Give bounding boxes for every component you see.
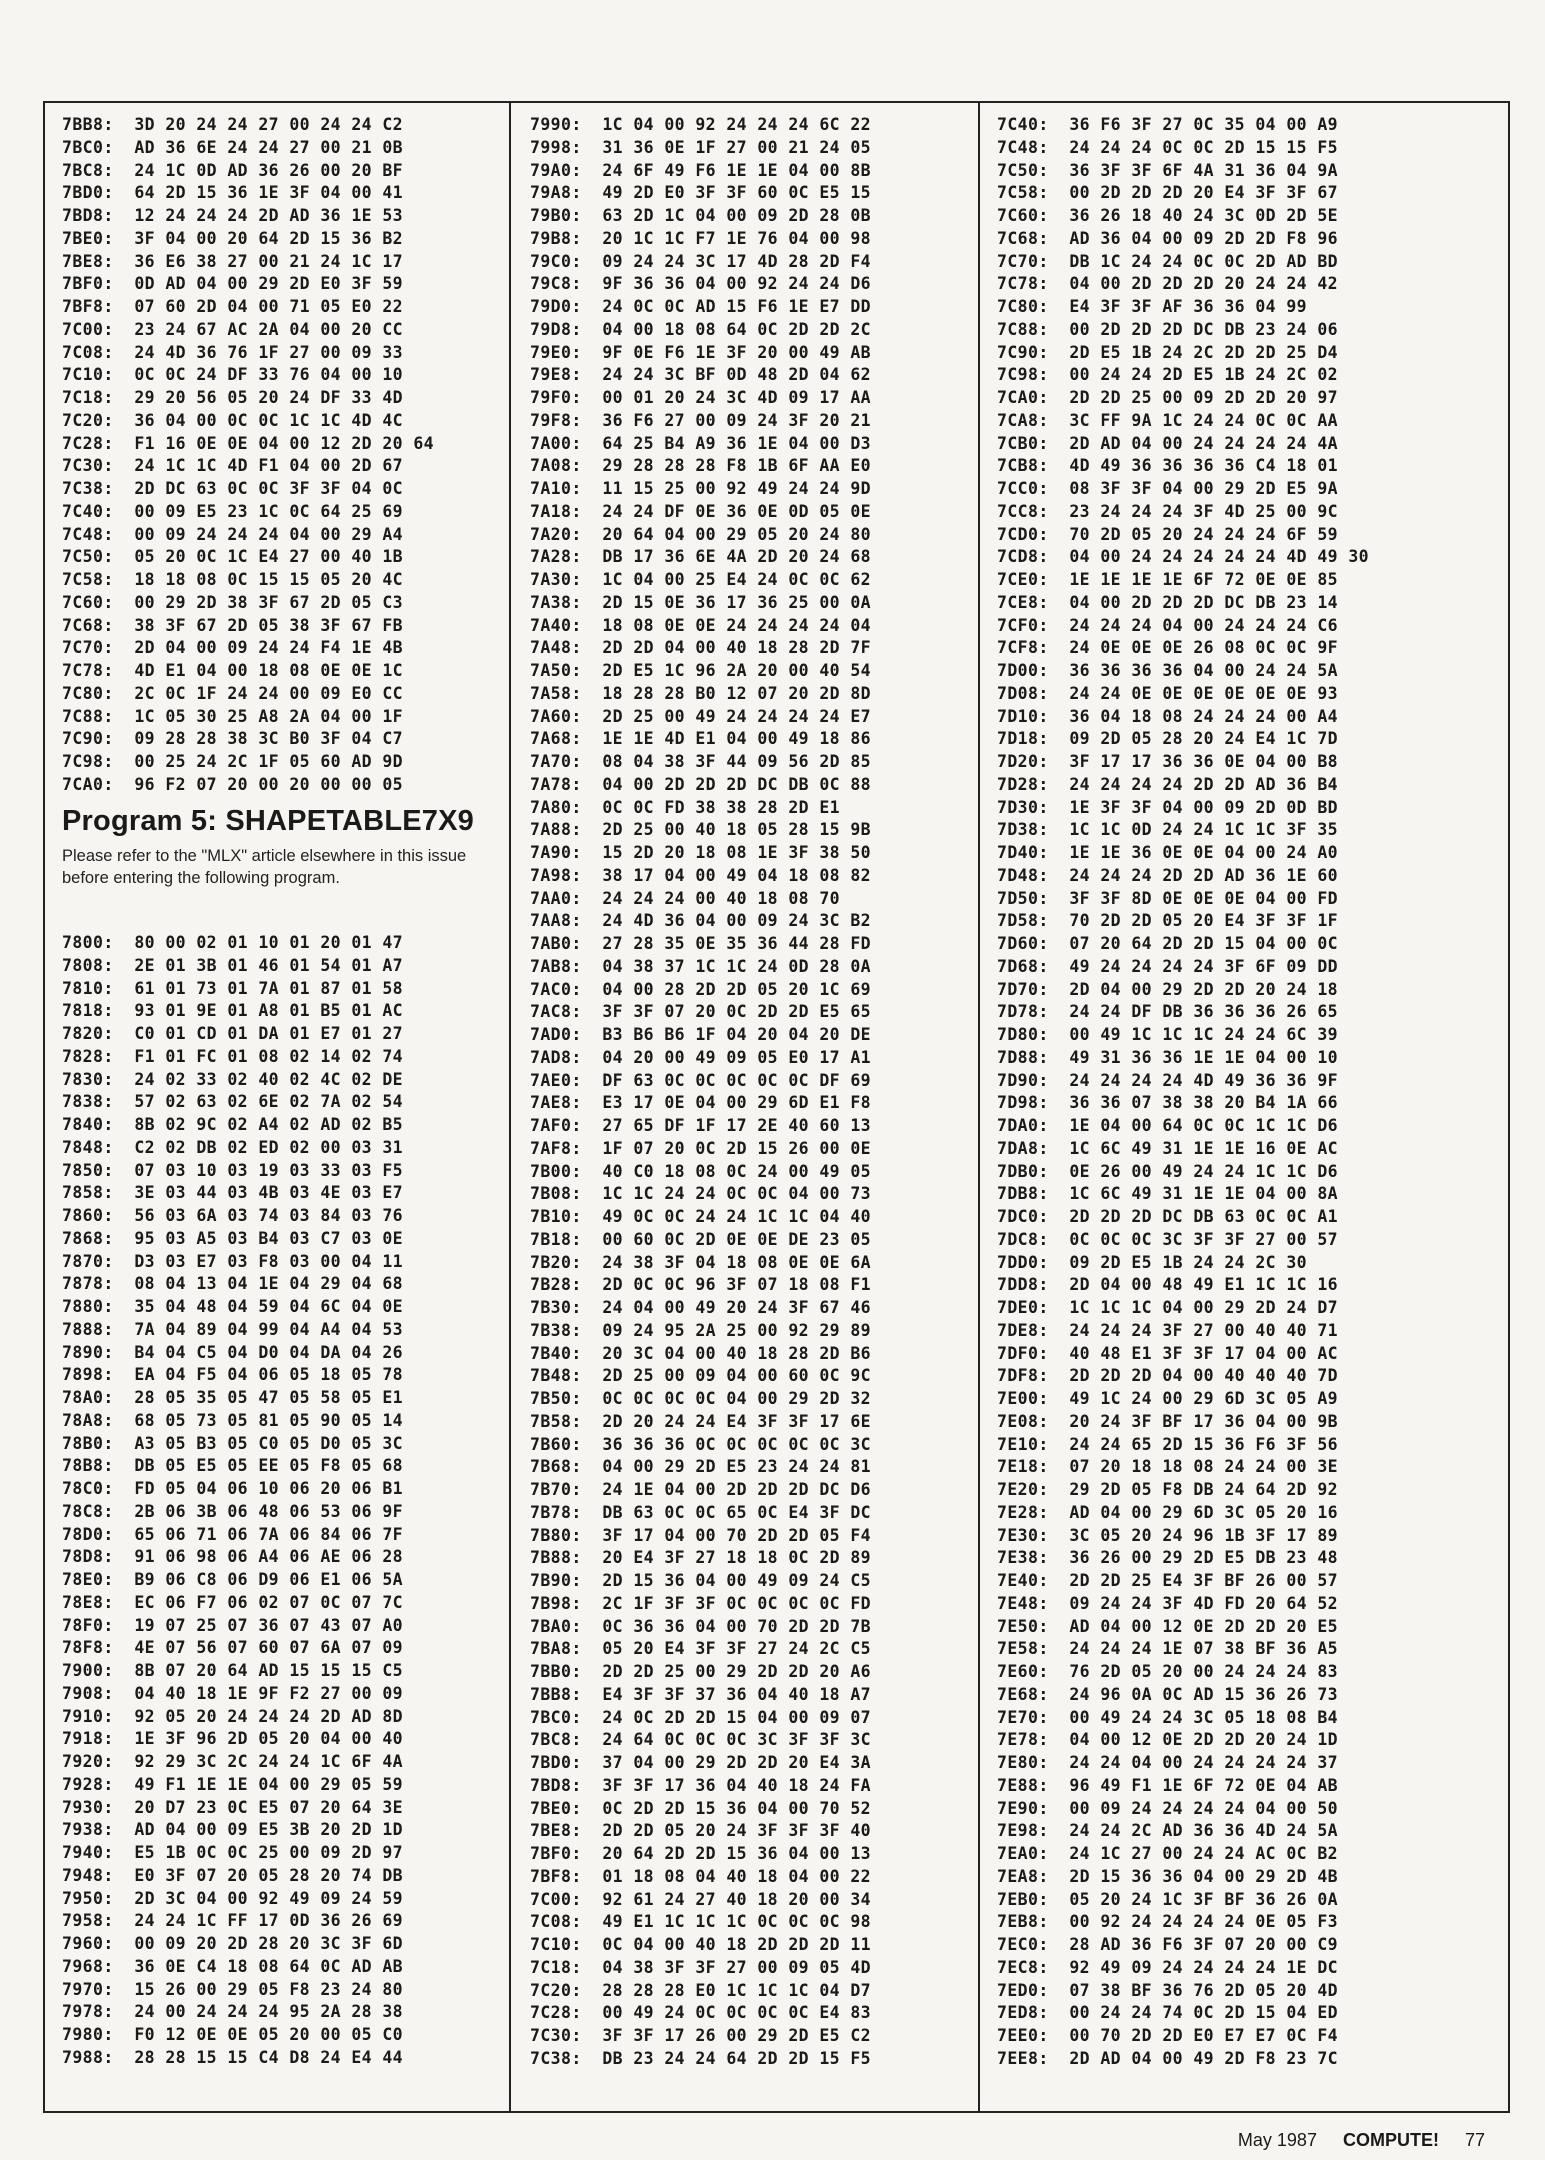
listing-line: 7E28: AD 04 00 29 6D 3C 05 20 16 [997,1502,1339,1522]
listing-line: 78A8: 68 05 73 05 81 05 90 05 14 [62,1410,404,1430]
listing-line: 7D48: 24 24 24 2D 2D AD 36 1E 60 [997,865,1339,885]
listing-line: 79F0: 00 01 20 24 3C 4D 09 17 AA [530,388,872,407]
listing-line: 78C0: FD 05 04 06 10 06 20 06 B1 [62,1479,404,1498]
listing-line: 7BE8: 36 E6 38 27 00 21 24 1C 17 [62,251,404,271]
listing-line: 7840: 8B 02 9C 02 A4 02 AD 02 B5 [62,1115,404,1134]
listing-line: 7E70: 00 49 24 24 3C 05 18 08 B4 [997,1707,1339,1727]
listing-line: 7E48: 09 24 24 3F 4D FD 20 64 52 [997,1593,1339,1613]
listing-line: 7C90: 2D E5 1B 24 2C 2D 2D 25 D4 [997,342,1339,362]
listing-line: 7C28: F1 16 0E 0E 04 00 12 2D 20 64 [62,433,435,453]
listing-line: 79E8: 24 24 3C BF 0D 48 2D 04 62 [530,365,872,385]
listing-line: 7C20: 28 28 28 E0 1C 1C 1C 04 D7 [530,1980,872,2000]
listing-line: 7BD8: 12 24 24 24 2D AD 36 1E 53 [62,206,404,225]
listing-line: 7CD0: 70 2D 05 20 24 24 24 6F 59 [997,524,1339,544]
listing-line: 7D40: 1E 1E 36 0E 0E 04 00 24 A0 [997,843,1339,862]
listing-line: 7D98: 36 36 07 38 38 20 B4 1A 66 [997,1093,1339,1113]
listing-line: 7CC8: 23 24 24 24 3F 4D 25 00 9C [997,501,1339,521]
listing-line: 7808: 2E 01 3B 01 46 01 54 01 A7 [62,955,404,975]
listing-line: 79C0: 09 24 24 3C 17 4D 28 2D F4 [530,251,872,271]
listing-line: 7E78: 04 00 12 0E 2D 2D 20 24 1D [997,1730,1339,1750]
listing-line: 7C90: 09 28 28 38 3C B0 3F 04 C7 [62,729,404,749]
listing-line: 7CF8: 24 0E 0E 0E 26 08 0C 0C 9F [997,638,1339,658]
listing-line: 7A68: 1E 1E 4D E1 04 00 49 18 86 [530,729,872,749]
listing-line: 7CA8: 3C FF 9A 1C 24 24 0C 0C AA [997,410,1339,430]
listing-line: 7968: 36 0E C4 18 08 64 0C AD AB [62,1956,404,1976]
listing-line: 7E08: 20 24 3F BF 17 36 04 00 9B [997,1411,1339,1431]
page-footer [1238,2130,1485,2151]
listing-line: 7A10: 11 15 25 00 92 49 24 24 9D [530,479,872,498]
listing-line: 7B60: 36 36 36 0C 0C 0C 0C 0C 3C [530,1434,872,1454]
listing-line: 7E98: 24 24 2C AD 36 36 4D 24 5A [997,1821,1339,1841]
listing-line: 7DD0: 09 2D E5 1B 24 24 2C 30 [997,1252,1308,1272]
listing-line: 7DE8: 24 24 24 3F 27 00 40 40 71 [997,1320,1339,1340]
listing-line: 7D50: 3F 3F 8D 0E 0E 0E 04 00 FD [997,888,1339,908]
listing-line: 7BB8: E4 3F 3F 37 36 04 40 18 A7 [530,1684,872,1704]
listing-line: 7D38: 1C 1C 0D 24 24 1C 1C 3F 35 [997,820,1339,840]
listing-line: 7ED8: 00 24 24 74 0C 2D 15 04 ED [997,2003,1339,2023]
listing-line: 7D80: 00 49 1C 1C 1C 24 24 6C 39 [997,1025,1339,1044]
listing-line: 7C78: 4D E1 04 00 18 08 0E 0E 1C [62,661,404,680]
listing-line: 7950: 2D 3C 04 00 92 49 09 24 59 [62,1888,404,1908]
listing-line: 7BF8: 01 18 08 04 40 18 04 00 22 [530,1866,872,1886]
listing-line: 7828: F1 01 FC 01 08 02 14 02 74 [62,1046,404,1066]
listing-line: 7B98: 2C 1F 3F 3F 0C 0C 0C 0C FD [530,1593,872,1613]
listing-line: 79A8: 49 2D E0 3F 3F 60 0C E5 15 [530,183,872,203]
listing-line: 7868: 95 03 A5 03 B4 03 C7 03 0E [62,1228,404,1248]
listing-line: 7AD8: 04 20 00 49 09 05 E0 17 A1 [530,1047,872,1067]
listing-line: 7BD0: 64 2D 15 36 1E 3F 04 00 41 [62,183,404,203]
listing-line: 7C80: 2C 0C 1F 24 24 00 09 E0 CC [62,683,404,703]
listing-line: 7BA8: 05 20 E4 3F 3F 27 24 2C C5 [530,1639,872,1659]
listing-line: 7AF8: 1F 07 20 0C 2D 15 26 00 0E [530,1138,872,1158]
listing-line: 7B48: 2D 25 00 09 04 00 60 0C 9C [530,1366,872,1386]
listing-line: 7AB0: 27 28 35 0E 35 36 44 28 FD [530,934,872,953]
listing-line: 7E60: 76 2D 05 20 00 24 24 24 83 [997,1662,1339,1681]
listing-line: 7BC8: 24 1C 0D AD 36 26 00 20 BF [62,160,404,180]
listing-line: 7D08: 24 24 0E 0E 0E 0E 0E 0E 93 [997,683,1339,703]
listing-line: 7EB8: 00 92 24 24 24 24 0E 05 F3 [997,1912,1339,1932]
listing-column-2 [530,114,871,2071]
listing-line: 7970: 15 26 00 29 05 F8 23 24 80 [62,1979,404,1999]
listing-line: 7C98: 00 24 24 2D E5 1B 24 2C 02 [997,365,1339,385]
listing-line: 7B40: 20 3C 04 00 40 18 28 2D B6 [530,1343,872,1363]
listing-line: 7CF0: 24 24 24 04 00 24 24 24 C6 [997,615,1339,635]
listing-line: 7D28: 24 24 24 24 2D 2D AD 36 B4 [997,774,1339,794]
listing-line: 7BD0: 37 04 00 29 2D 2D 20 E4 3A [530,1753,872,1772]
listing-line: 7A60: 2D 25 00 49 24 24 24 24 E7 [530,706,872,726]
listing-line: 7AD0: B3 B6 B6 1F 04 20 04 20 DE [530,1025,872,1044]
listing-line: 79A0: 24 6F 49 F6 1E 1E 04 00 8B [530,160,872,180]
program-title: Program 5: SHAPETABLE7X9 [62,805,474,837]
listing-line: 7810: 61 01 73 01 7A 01 87 01 58 [62,978,404,998]
listing-line: 7CD8: 04 00 24 24 24 24 24 4D 49 30 [997,547,1370,567]
listing-line: 7C48: 00 09 24 24 24 04 00 29 A4 [62,524,404,544]
listing-line: 7908: 04 40 18 1E 9F F2 27 00 09 [62,1683,404,1703]
listing-line: 78C8: 2B 06 3B 06 48 06 53 06 9F [62,1501,404,1521]
listing-line: 7BC8: 24 64 0C 0C 0C 3C 3F 3F 3C [530,1730,872,1750]
listing-line: 7C30: 24 1C 1C 4D F1 04 00 2D 67 [62,456,404,476]
listing-line: 7C00: 23 24 67 AC 2A 04 00 20 CC [62,319,404,339]
listing-line: 7940: E5 1B 0C 0C 25 00 09 2D 97 [62,1843,404,1862]
listing-line: 7838: 57 02 63 02 6E 02 7A 02 54 [62,1092,404,1112]
listing-line: 7820: C0 01 CD 01 DA 01 E7 01 27 [62,1024,404,1043]
listing-line: 7D00: 36 36 36 36 04 00 24 24 5A [997,661,1339,680]
listing-line: 7C18: 04 38 3F 3F 27 00 09 05 4D [530,1957,872,1977]
listing-line: 7C10: 0C 04 00 40 18 2D 2D 2D 11 [530,1935,872,1954]
listing-line: 7E10: 24 24 65 2D 15 36 F6 3F 56 [997,1434,1339,1454]
listing-line: 7EC8: 92 49 09 24 24 24 24 1E DC [997,1957,1339,1977]
listing-line: 7C10: 0C 0C 24 DF 33 76 04 00 10 [62,365,404,385]
listing-line: 7DB8: 1C 6C 49 31 1E 1E 04 00 8A [997,1184,1339,1204]
listing-line: 79B8: 20 1C 1C F7 1E 76 04 00 98 [530,228,872,248]
listing-line: 7EE8: 2D AD 04 00 49 2D F8 23 7C [997,2048,1339,2068]
listing-line: 7AC0: 04 00 28 2D 2D 05 20 1C 69 [530,979,872,999]
listing-line: 7A18: 24 24 DF 0E 36 0E 0D 05 0E [530,501,872,521]
listing-line: 7C08: 49 E1 1C 1C 1C 0C 0C 0C 98 [530,1912,872,1932]
listing-line: 7B78: DB 63 0C 0C 65 0C E4 3F DC [530,1502,872,1522]
listing-line: 7AC8: 3F 3F 07 20 0C 2D 2D E5 65 [530,1002,872,1022]
listing-line: 7D10: 36 04 18 08 24 24 24 00 A4 [997,706,1339,726]
listing-line: 7818: 93 01 9E 01 A8 01 B5 01 AC [62,1001,404,1021]
listing-line: 7C80: E4 3F 3F AF 36 36 04 99 [997,297,1308,316]
listing-line: 7850: 07 03 10 03 19 03 33 03 F5 [62,1160,404,1180]
listing-line: 7C70: DB 1C 24 24 0C 0C 2D AD BD [997,251,1339,271]
listing-line: 7A98: 38 17 04 00 49 04 18 08 82 [530,865,872,885]
listing-line: 7890: B4 04 C5 04 D0 04 DA 04 26 [62,1342,404,1362]
listing-line: 7BF8: 07 60 2D 04 00 71 05 E0 22 [62,297,404,316]
listing-line: 7938: AD 04 00 09 E5 3B 20 2D 1D [62,1820,404,1840]
listing-line: 7848: C2 02 DB 02 ED 02 00 03 31 [62,1137,404,1157]
listing-line: 7AF0: 27 65 DF 1F 17 2E 40 60 13 [530,1116,872,1135]
listing-line: 7880: 35 04 48 04 59 04 6C 04 0E [62,1297,404,1316]
listing-line: 7D70: 2D 04 00 29 2D 2D 20 24 18 [997,979,1339,999]
listing-line: 7C50: 05 20 0C 1C E4 27 00 40 1B [62,547,404,567]
listing-line: 7B20: 24 38 3F 04 18 08 0E 0E 6A [530,1252,872,1272]
listing-line: 7DD8: 2D 04 00 48 49 E1 1C 1C 16 [997,1275,1339,1295]
listing-line: 79D0: 24 0C 0C AD 15 F6 1E E7 DD [530,297,872,316]
listing-line: 78A0: 28 05 35 05 47 05 58 05 E1 [62,1388,404,1407]
listing-line: 7D18: 09 2D 05 28 20 24 E4 1C 7D [997,729,1339,749]
listing-line: 7D78: 24 24 DF DB 36 36 36 26 65 [997,1002,1339,1022]
listing-line: 7E90: 00 09 24 24 24 24 04 00 50 [997,1798,1339,1818]
listing-line: 7928: 49 F1 1E 1E 04 00 29 05 59 [62,1774,404,1794]
listing-line: 7C58: 00 2D 2D 2D 20 E4 3F 3F 67 [997,183,1339,203]
listing-line: 7DF0: 40 48 E1 3F 3F 17 04 00 AC [997,1343,1339,1363]
listing-line: 78E8: EC 06 F7 06 02 07 0C 07 7C [62,1592,404,1612]
listing-line: 7A20: 20 64 04 00 29 05 20 24 80 [530,524,872,544]
listing-line: 7B88: 20 E4 3F 27 18 18 0C 2D 89 [530,1548,872,1568]
listing-line: 7BC0: AD 36 6E 24 24 27 00 21 0B [62,137,404,157]
listing-line: 7AB8: 04 38 37 1C 1C 24 0D 28 0A [530,956,872,976]
column-divider [509,101,511,2113]
listing-line: 7C00: 92 61 24 27 40 18 20 00 34 [530,1889,872,1909]
listing-line: 7EA8: 2D 15 36 36 04 00 29 2D 4B [997,1866,1339,1886]
listing-line: 7EC0: 28 AD 36 F6 3F 07 20 00 C9 [997,1935,1339,1954]
listing-line: 7C50: 36 3F 3F 6F 4A 31 36 04 9A [997,160,1339,180]
listing-line: 78E0: B9 06 C8 06 D9 06 E1 06 5A [62,1570,404,1589]
listing-line: 7B30: 24 04 00 49 20 24 3F 67 46 [530,1298,872,1317]
listing-line: 7C30: 3F 3F 17 26 00 29 2D E5 C2 [530,2026,872,2045]
listing-line: 7A50: 2D E5 1C 96 2A 20 00 40 54 [530,661,872,680]
listing-line: 7EB0: 05 20 24 1C 3F BF 36 26 0A [997,1889,1339,1909]
listing-line: 7B18: 00 60 0C 2D 0E 0E DE 23 05 [530,1229,872,1249]
listing-line: 7C88: 1C 05 30 25 A8 2A 04 00 1F [62,706,404,726]
listing-line: 7D20: 3F 17 17 36 36 0E 04 00 B8 [997,752,1339,771]
listing-line: 7BE0: 0C 2D 2D 15 36 04 00 70 52 [530,1798,872,1818]
listing-line: 7CE8: 04 00 2D 2D 2D DC DB 23 14 [997,592,1339,612]
listing-line: 7AE8: E3 17 0E 04 00 29 6D E1 F8 [530,1093,872,1113]
listing-line: 7A80: 0C 0C FD 38 38 28 2D E1 [530,797,841,817]
listing-line: 7B90: 2D 15 36 04 00 49 09 24 C5 [530,1571,872,1590]
listing-line: 7D30: 1E 3F 3F 04 00 09 2D 0D BD [997,797,1339,817]
listing-line: 7A70: 08 04 38 3F 44 09 56 2D 85 [530,752,872,771]
listing-line: 7CA0: 2D 2D 25 00 09 2D 2D 20 97 [997,388,1339,407]
listing-line: 7B70: 24 1E 04 00 2D 2D 2D DC D6 [530,1480,872,1499]
listing-line: 7B80: 3F 17 04 00 70 2D 2D 05 F4 [530,1525,872,1545]
listing-line: 7B28: 2D 0C 0C 96 3F 07 18 08 F1 [530,1275,872,1295]
listing-line: 7D58: 70 2D 2D 05 20 E4 3F 3F 1F [997,911,1339,931]
listing-line: 7C38: DB 23 24 24 64 2D 2D 15 F5 [530,2048,872,2068]
listing-line: 7948: E0 3F 07 20 05 28 20 74 DB [62,1865,404,1885]
listing-line: 7D88: 49 31 36 36 1E 1E 04 00 10 [997,1047,1339,1067]
listing-line: 7C08: 24 4D 36 76 1F 27 00 09 33 [62,342,404,362]
listing-line: 7B38: 09 24 95 2A 25 00 92 29 89 [530,1320,872,1340]
listing-line: 7C78: 04 00 2D 2D 2D 20 24 24 42 [997,274,1339,294]
listing-line: 7958: 24 24 1C FF 17 0D 36 26 69 [62,1911,404,1931]
footer-page-number: 77 [1464,2130,1485,2150]
listing-line: 7A38: 2D 15 0E 36 17 36 25 00 0A [530,592,872,612]
listing-line: 7A40: 18 08 0E 0E 24 24 24 24 04 [530,615,872,635]
listing-line: 7BE8: 2D 2D 05 20 24 3F 3F 3F 40 [530,1821,872,1841]
listing-line: 7858: 3E 03 44 03 4B 03 4E 03 E7 [62,1183,404,1203]
listing-column-1-top [62,114,434,797]
listing-line: 7870: D3 03 E7 03 F8 03 00 04 11 [62,1251,404,1271]
listing-line: 78F0: 19 07 25 07 36 07 43 07 A0 [62,1615,404,1635]
listing-line: 7C68: 38 3F 67 2D 05 38 3F 67 FB [62,615,404,635]
listing-line: 7D68: 49 24 24 24 24 3F 6F 09 DD [997,956,1339,976]
listing-line: 7ED0: 07 38 BF 36 76 2D 05 20 4D [997,1980,1339,2000]
listing-line: 7830: 24 02 33 02 40 02 4C 02 DE [62,1069,404,1089]
listing-line: 7B00: 40 C0 18 08 0C 24 00 49 05 [530,1161,872,1181]
footer-magazine: COMPUTE! [1342,2130,1439,2150]
listing-line: 7C88: 00 2D 2D 2D DC DB 23 24 06 [997,319,1339,339]
listing-line: 7BA0: 0C 36 36 04 00 70 2D 2D 7B [530,1616,872,1636]
listing-line: 7CB8: 4D 49 36 36 36 36 C4 18 01 [997,456,1339,476]
listing-line: 7A08: 29 28 28 28 F8 1B 6F AA E0 [530,456,872,476]
listing-line: 7960: 00 09 20 2D 28 20 3C 3F 6D [62,1934,404,1953]
listing-line: 7E80: 24 24 04 00 24 24 24 24 37 [997,1753,1339,1772]
listing-line: 7E58: 24 24 24 1E 07 38 BF 36 A5 [997,1639,1339,1659]
listing-line: 7C70: 2D 04 00 09 24 24 F4 1E 4B [62,638,404,658]
listing-line: 7E18: 07 20 18 18 08 24 24 00 3E [997,1457,1339,1477]
listing-line: 7A90: 15 2D 20 18 08 1E 3F 38 50 [530,843,872,862]
listing-line: 7C98: 00 25 24 2C 1F 05 60 AD 9D [62,752,404,771]
listing-line: 7DA0: 1E 04 00 64 0C 0C 1C 1C D6 [997,1116,1339,1135]
listing-line: 7AA0: 24 24 24 00 40 18 08 70 [530,888,841,908]
listing-line: 7D90: 24 24 24 24 4D 49 36 36 9F [997,1070,1339,1090]
listing-line: 7B50: 0C 0C 0C 0C 04 00 29 2D 32 [530,1389,872,1408]
listing-line: 7E20: 29 2D 05 F8 DB 24 64 2D 92 [997,1480,1339,1499]
listing-line: 78B8: DB 05 E5 05 EE 05 F8 05 68 [62,1456,404,1476]
listing-line: 7D60: 07 20 64 2D 2D 15 04 00 0C [997,934,1339,953]
listing-line: 7A88: 2D 25 00 40 18 05 28 15 9B [530,820,872,840]
listing-line: 7C28: 00 49 24 0C 0C 0C 0C E4 83 [530,2003,872,2023]
listing-line: 7E88: 96 49 F1 1E 6F 72 0E 04 AB [997,1775,1339,1795]
listing-line: 7B08: 1C 1C 24 24 0C 0C 04 00 73 [530,1184,872,1204]
listing-line: 79B0: 63 2D 1C 04 00 09 2D 28 0B [530,206,872,225]
listing-line: 7A00: 64 25 B4 A9 36 1E 04 00 D3 [530,433,872,453]
listing-line: 7BD8: 3F 3F 17 36 04 40 18 24 FA [530,1775,872,1795]
listing-line: 7800: 80 00 02 01 10 01 20 01 47 [62,933,404,952]
program-intro: Please refer to the "MLX" article elsewhere in this issue before entering the following program. [62,847,467,887]
listing-line: 7BF0: 0D AD 04 00 29 2D E0 3F 59 [62,274,404,294]
listing-line: 7CC0: 08 3F 3F 04 00 29 2D E5 9A [997,479,1339,498]
listing-line: 7B10: 49 0C 0C 24 24 1C 1C 04 40 [530,1207,872,1226]
listing-line: 7E38: 36 26 00 29 2D E5 DB 23 48 [997,1548,1339,1568]
listing-line: 7BB0: 2D 2D 25 00 29 2D 2D 20 A6 [530,1662,872,1681]
listing-line: 7DA8: 1C 6C 49 31 1E 1E 16 0E AC [997,1138,1339,1158]
listing-line: 7988: 28 28 15 15 C4 D8 24 E4 44 [62,2047,404,2067]
listing-line: 7C40: 00 09 E5 23 1C 0C 64 25 69 [62,501,404,521]
listing-line: 7DC0: 2D 2D 2D DC DB 63 0C 0C A1 [997,1207,1339,1226]
listing-line: 7898: EA 04 F5 04 06 05 18 05 78 [62,1365,404,1385]
listing-line: 78F8: 4E 07 56 07 60 07 6A 07 09 [62,1638,404,1658]
listing-line: 7E00: 49 1C 24 00 29 6D 3C 05 A9 [997,1389,1339,1408]
listing-line: 7920: 92 29 3C 2C 24 24 1C 6F 4A [62,1752,404,1771]
listing-line: 7A78: 04 00 2D 2D 2D DC DB 0C 88 [530,774,872,794]
listing-line: 7978: 24 00 24 24 24 95 2A 28 38 [62,2002,404,2022]
listing-line: 7EA0: 24 1C 27 00 24 24 AC 0C B2 [997,1844,1339,1863]
listing-line: 7A58: 18 28 28 B0 12 07 20 2D 8D [530,683,872,703]
listing-line: 7EE0: 00 70 2D 2D E0 E7 E7 0C F4 [997,2026,1339,2045]
listing-line: 7C68: AD 36 04 00 09 2D 2D F8 96 [997,228,1339,248]
listing-line: 7860: 56 03 6A 03 74 03 84 03 76 [62,1206,404,1225]
listing-line: 7930: 20 D7 23 0C E5 07 20 64 3E [62,1797,404,1817]
listing-line: 7E30: 3C 05 20 24 96 1B 3F 17 89 [997,1525,1339,1545]
listing-line: 7CA0: 96 F2 07 20 00 20 00 00 05 [62,774,404,794]
listing-line: 7998: 31 36 0E 1F 27 00 21 24 05 [530,137,872,157]
listing-line: 7CE0: 1E 1E 1E 1E 6F 72 0E 0E 85 [997,570,1339,589]
listing-line: 79D8: 04 00 18 08 64 0C 2D 2D 2C [530,319,872,339]
listing-line: 7DC8: 0C 0C 0C 3C 3F 3F 27 00 57 [997,1229,1339,1249]
listing-line: 79C8: 9F 36 36 04 00 92 24 24 D6 [530,274,872,294]
listing-line: 7AE0: DF 63 0C 0C 0C 0C 0C DF 69 [530,1070,872,1090]
listing-column-3 [997,114,1369,2071]
listing-line: 7AA8: 24 4D 36 04 00 09 24 3C B2 [530,911,872,931]
listing-line: 7C20: 36 04 00 0C 0C 1C 1C 4D 4C [62,410,404,430]
footer-date: May 1987 [1237,2130,1317,2150]
listing-line: 7DE0: 1C 1C 1C 04 00 29 2D 24 D7 [997,1298,1339,1317]
listing-line: 7A28: DB 17 36 6E 4A 2D 20 24 68 [530,547,872,567]
listing-line: 7C38: 2D DC 63 0C 0C 3F 3F 04 0C [62,479,404,498]
listing-line: 7BB8: 3D 20 24 24 27 00 24 24 C2 [62,115,404,134]
listing-line: 7990: 1C 04 00 92 24 24 24 6C 22 [530,115,872,134]
listing-line: 7C18: 29 20 56 05 20 24 DF 33 4D [62,388,404,407]
listing-line: 7918: 1E 3F 96 2D 05 20 04 00 40 [62,1729,404,1749]
listing-line: 79F8: 36 F6 27 00 09 24 3F 20 21 [530,410,872,430]
listing-line: 78B0: A3 05 B3 05 C0 05 D0 05 3C [62,1433,404,1453]
listing-line: 78D8: 91 06 98 06 A4 06 AE 06 28 [62,1547,404,1567]
listing-line: 7C58: 18 18 08 0C 15 15 05 20 4C [62,570,404,589]
listing-line: 7878: 08 04 13 04 1E 04 29 04 68 [62,1274,404,1294]
listing-line: 7B68: 04 00 29 2D E5 23 24 24 81 [530,1457,872,1477]
listing-line: 79E0: 9F 0E F6 1E 3F 20 00 49 AB [530,342,872,362]
listing-line: 7DF8: 2D 2D 2D 04 00 40 40 40 7D [997,1366,1339,1386]
listing-line: 7910: 92 05 20 24 24 24 2D AD 8D [62,1706,404,1726]
listing-line: 7BC0: 24 0C 2D 2D 15 04 00 09 07 [530,1707,872,1727]
listing-line: 7C60: 00 29 2D 38 3F 67 2D 05 C3 [62,592,404,612]
listing-line: 7900: 8B 07 20 64 AD 15 15 15 C5 [62,1661,404,1680]
listing-line: 7DB0: 0E 26 00 49 24 24 1C 1C D6 [997,1161,1339,1181]
listing-column-1-bottom [62,932,403,2070]
listing-line: 7CB0: 2D AD 04 00 24 24 24 24 4A [997,433,1339,453]
listing-line: 7E50: AD 04 00 12 0E 2D 2D 20 E5 [997,1616,1339,1636]
listing-line: 7888: 7A 04 89 04 99 04 A4 04 53 [62,1319,404,1339]
listing-line: 7C40: 36 F6 3F 27 0C 35 04 00 A9 [997,115,1339,134]
listing-line: 7E68: 24 96 0A 0C AD 15 36 26 73 [997,1684,1339,1704]
listing-line: 7C60: 36 26 18 40 24 3C 0D 2D 5E [997,206,1339,225]
listing-line: 7E40: 2D 2D 25 E4 3F BF 26 00 57 [997,1571,1339,1590]
listing-line: 7A30: 1C 04 00 25 E4 24 0C 0C 62 [530,570,872,589]
listing-line: 78D0: 65 06 71 06 7A 06 84 06 7F [62,1524,404,1544]
listing-line: 7A48: 2D 2D 04 00 40 18 28 2D 7F [530,638,872,658]
listing-line: 7C48: 24 24 24 0C 0C 2D 15 15 F5 [997,137,1339,157]
column-divider [978,101,980,2113]
listing-line: 7B58: 2D 20 24 24 E4 3F 3F 17 6E [530,1411,872,1431]
listing-line: 7BE0: 3F 04 00 20 64 2D 15 36 B2 [62,228,404,248]
listing-line: 7980: F0 12 0E 0E 05 20 00 05 C0 [62,2025,404,2044]
listing-line: 7BF0: 20 64 2D 2D 15 36 04 00 13 [530,1844,872,1863]
